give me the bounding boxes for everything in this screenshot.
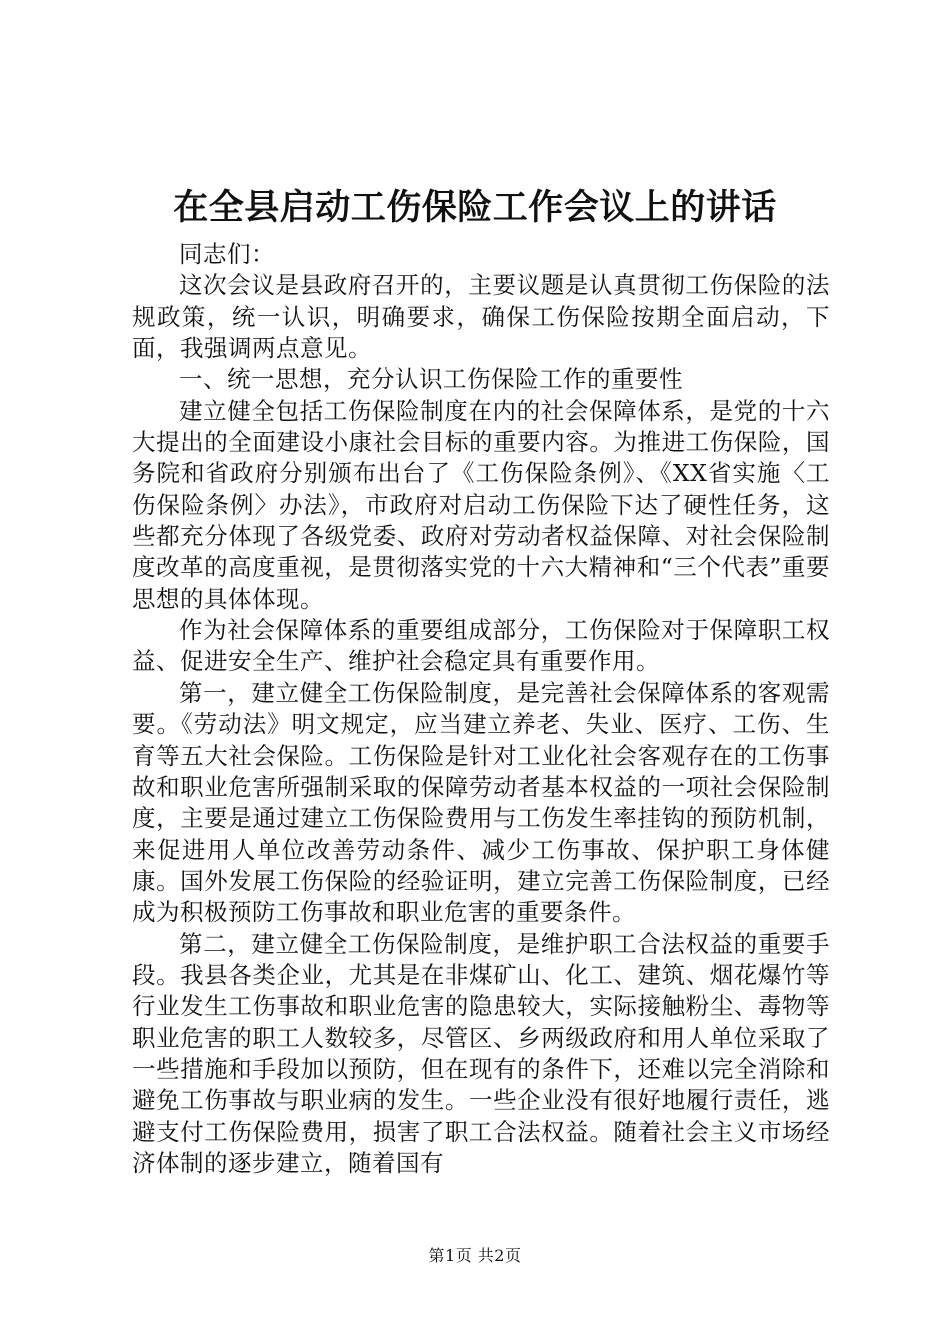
paragraph: 第二，建立健全工伤保险制度，是维护职工合法权益的重要手段。我县各类企业，尤其是在非煤矿山、化工、建筑、烟花爆竹等行业发生工伤事故和职业危害的隐患较大，实际接触粉尘、毒物等职业危害的职工人数较多，尽管区、乡两级政府和用人单位采取了一些措施和手段加以预防，但在现有的条件下，还难以完全消除和避免工伤事故与职业病的发生。一些企业没有很好地履行责任，逃避支付工伤保险费用，损害了职工合法权益。随着社会主义市场经济体制的逐步建立，随着国有 bbox=[132, 929, 830, 1177]
page-footer: 第1页 共2页 bbox=[428, 1246, 522, 1265]
paragraph-intro: 这次会议是县政府召开的，主要议题是认真贯彻工伤保险的法规政策，统一认识，明确要求，确保工伤保险按期全面启动，下面，我强调两点意见。 bbox=[132, 271, 830, 363]
paragraph: 作为社会保障体系的重要组成部分，工伤保险对于保障职工权益、促进安全生产、维护社会稳定具有重要作用。 bbox=[132, 616, 830, 676]
paragraph: 建立健全包括工伤保险制度在内的社会保障体系，是党的十六大提出的全面建设小康社会目标的重要内容。为推进工伤保险，国务院和省政府分别颁布出台了《工伤保险条例》、《XX省实施〈工伤保险条例〉办法》，市政府对启动工伤保险下达了硬性任务，这些都充分体现了各级党委、政府对劳动者权益保障、对社会保险制度改革的高度重视，是贯彻落实党的十六大精神和“三个代表”重要思想的具体体现。 bbox=[132, 396, 830, 613]
paragraph: 第一，建立健全工伤保险制度，是完善社会保障体系的客观需要。《劳动法》明文规定，应当建立养老、失业、医疗、工伤、生育等五大社会保险。工伤保险是针对工业化社会客观存在的工伤事故和职业危害所强制采取的保障劳动者基本权益的一项社会保险制度，主要是通过建立工伤保险费用与工伤发生率挂钩的预防机制，来促进用人单位改善劳动条件、减少工伤事故、保护职工身体健康。国外发展工伤保险的经验证明，建立完善工伤保险制度，已经成为积极预防工伤事故和职业危害的重要条件。 bbox=[132, 678, 830, 927]
section-heading-1: 一、统一思想，充分认识工伤保险工作的重要性 bbox=[179, 365, 683, 394]
salutation: 同志们： bbox=[179, 240, 275, 268]
document-body bbox=[132, 239, 830, 1179]
document-title: 在全县启动工伤保险工作会议上的讲话 bbox=[173, 188, 777, 228]
